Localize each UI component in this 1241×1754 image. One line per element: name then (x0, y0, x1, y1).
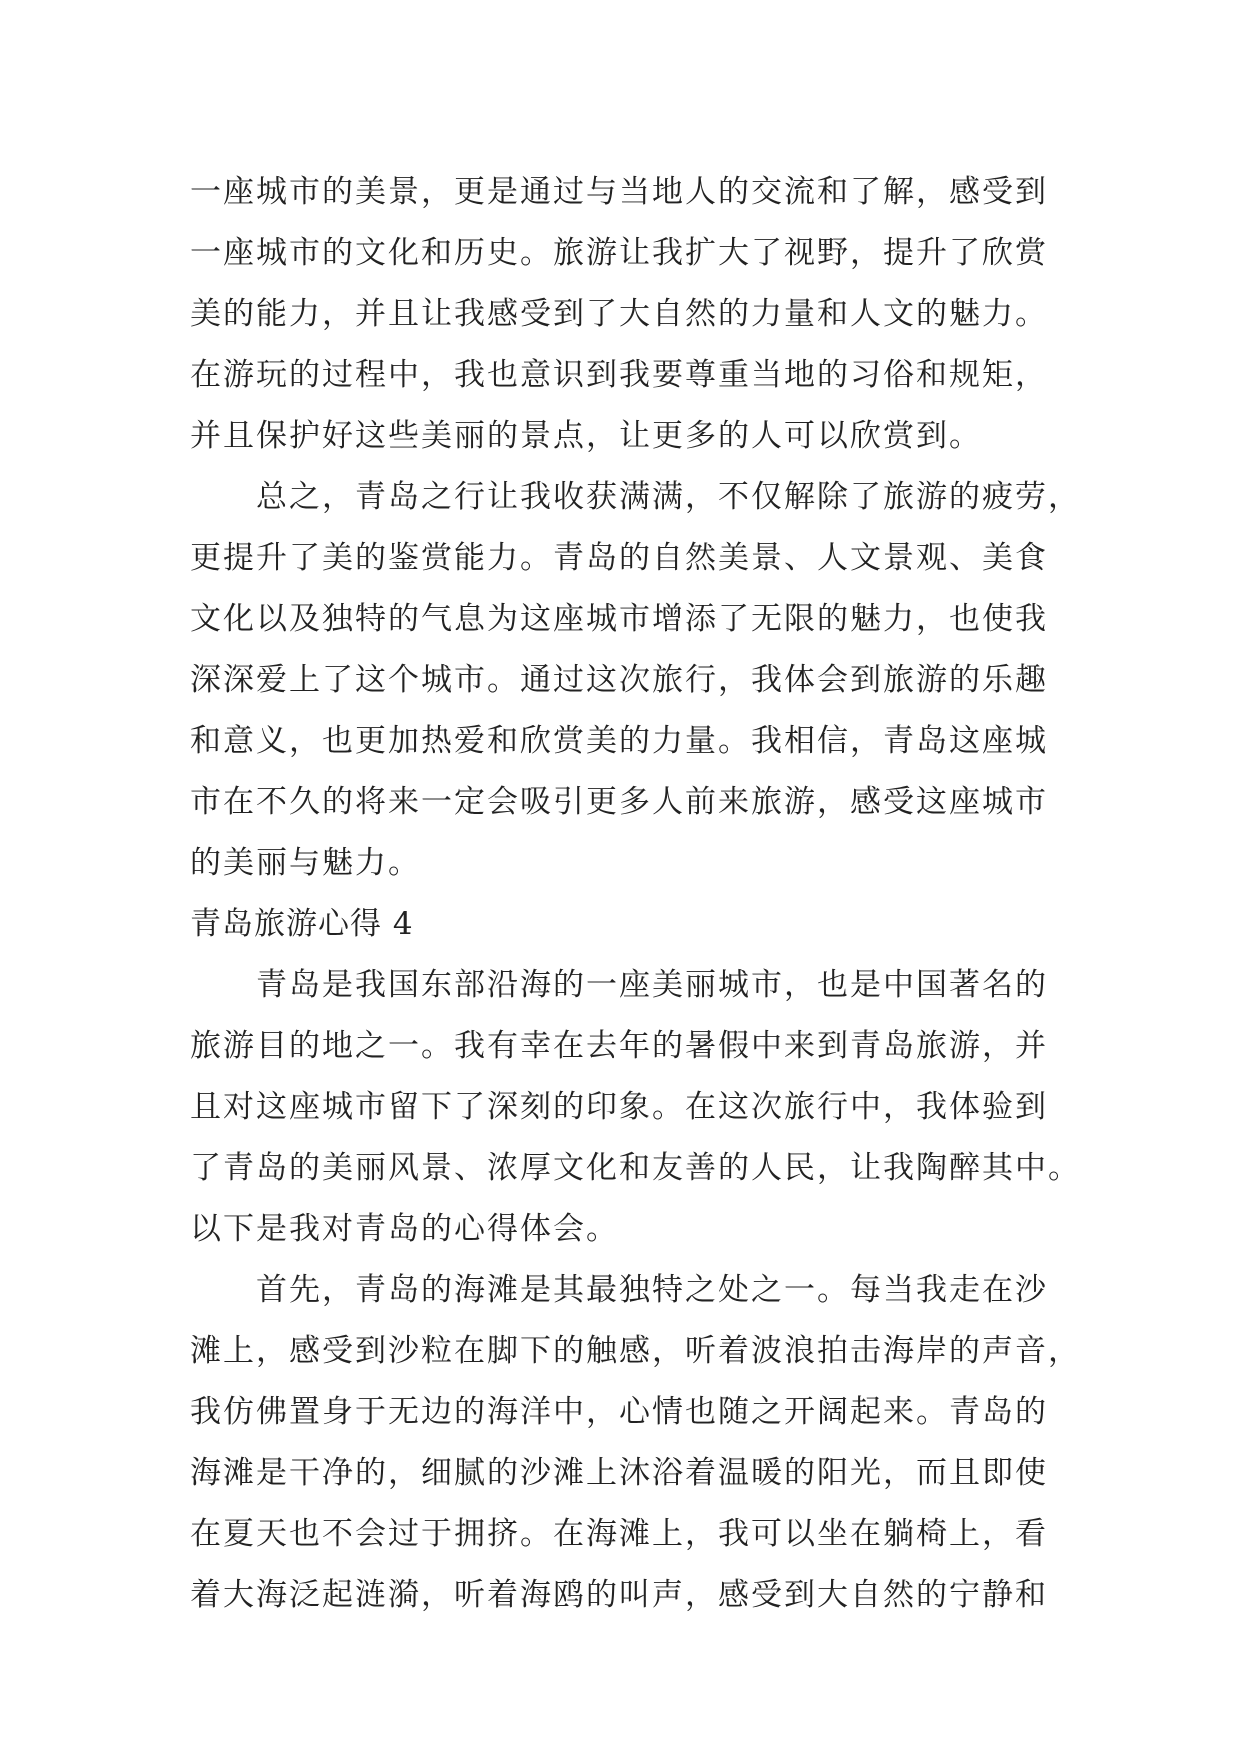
text-line: 市在不久的将来一定会吸引更多人前来旅游，感受这座城市 (190, 784, 1048, 820)
text-line: 我仿佛置身于无边的海洋中，心情也随之开阔起来。青岛的 (190, 1394, 1048, 1430)
paragraph-start-line: 首先，青岛的海滩是其最独特之处之一。每当我走在沙 (256, 1272, 1048, 1308)
text-line: 且对这座城市留下了深刻的印象。在这次旅行中，我体验到 (190, 1089, 1048, 1125)
text-line: 文化以及独特的气息为这座城市增添了无限的魅力，也使我 (190, 601, 1048, 637)
text-line: 的美丽与魅力。 (190, 845, 421, 881)
text-line: 以下是我对青岛的心得体会。 (190, 1211, 619, 1247)
text-line: 滩上，感受到沙粒在脚下的触感，听着波浪拍击海岸的声音， (190, 1333, 1081, 1369)
text-line: 一座城市的文化和历史。旅游让我扩大了视野，提升了欣赏 (190, 235, 1048, 271)
text-line: 着大海泛起涟漪，听着海鸥的叫声，感受到大自然的宁静和 (190, 1577, 1048, 1613)
text-line: 旅游目的地之一。我有幸在去年的暑假中来到青岛旅游，并 (190, 1028, 1048, 1064)
text-line: 美的能力，并且让我感受到了大自然的力量和人文的魅力。 (190, 296, 1048, 332)
paragraph-start-line: 总之，青岛之行让我收获满满，不仅解除了旅游的疲劳， (256, 479, 1081, 515)
text-line: 和意义，也更加热爱和欣赏美的力量。我相信，青岛这座城 (190, 723, 1048, 759)
document-body (190, 162, 1081, 1626)
section-heading: 青岛旅游心得 4 (190, 906, 414, 942)
text-line: 了青岛的美丽风景、浓厚文化和友善的人民，让我陶醉其中。 (190, 1150, 1081, 1186)
text-line: 并且保护好这些美丽的景点，让更多的人可以欣赏到。 (190, 418, 982, 454)
text-line: 更提升了美的鉴赏能力。青岛的自然美景、人文景观、美食 (190, 540, 1048, 576)
text-line: 一座城市的美景，更是通过与当地人的交流和了解，感受到 (190, 174, 1048, 210)
text-line: 海滩是干净的，细腻的沙滩上沐浴着温暖的阳光，而且即使 (190, 1455, 1048, 1491)
text-line: 在夏天也不会过于拥挤。在海滩上，我可以坐在躺椅上，看 (190, 1516, 1048, 1552)
text-line: 深深爱上了这个城市。通过这次旅行，我体会到旅游的乐趣 (190, 662, 1048, 698)
paragraph-start-line: 青岛是我国东部沿海的一座美丽城市，也是中国著名的 (256, 967, 1048, 1003)
text-line: 在游玩的过程中，我也意识到我要尊重当地的习俗和规矩， (190, 357, 1048, 393)
